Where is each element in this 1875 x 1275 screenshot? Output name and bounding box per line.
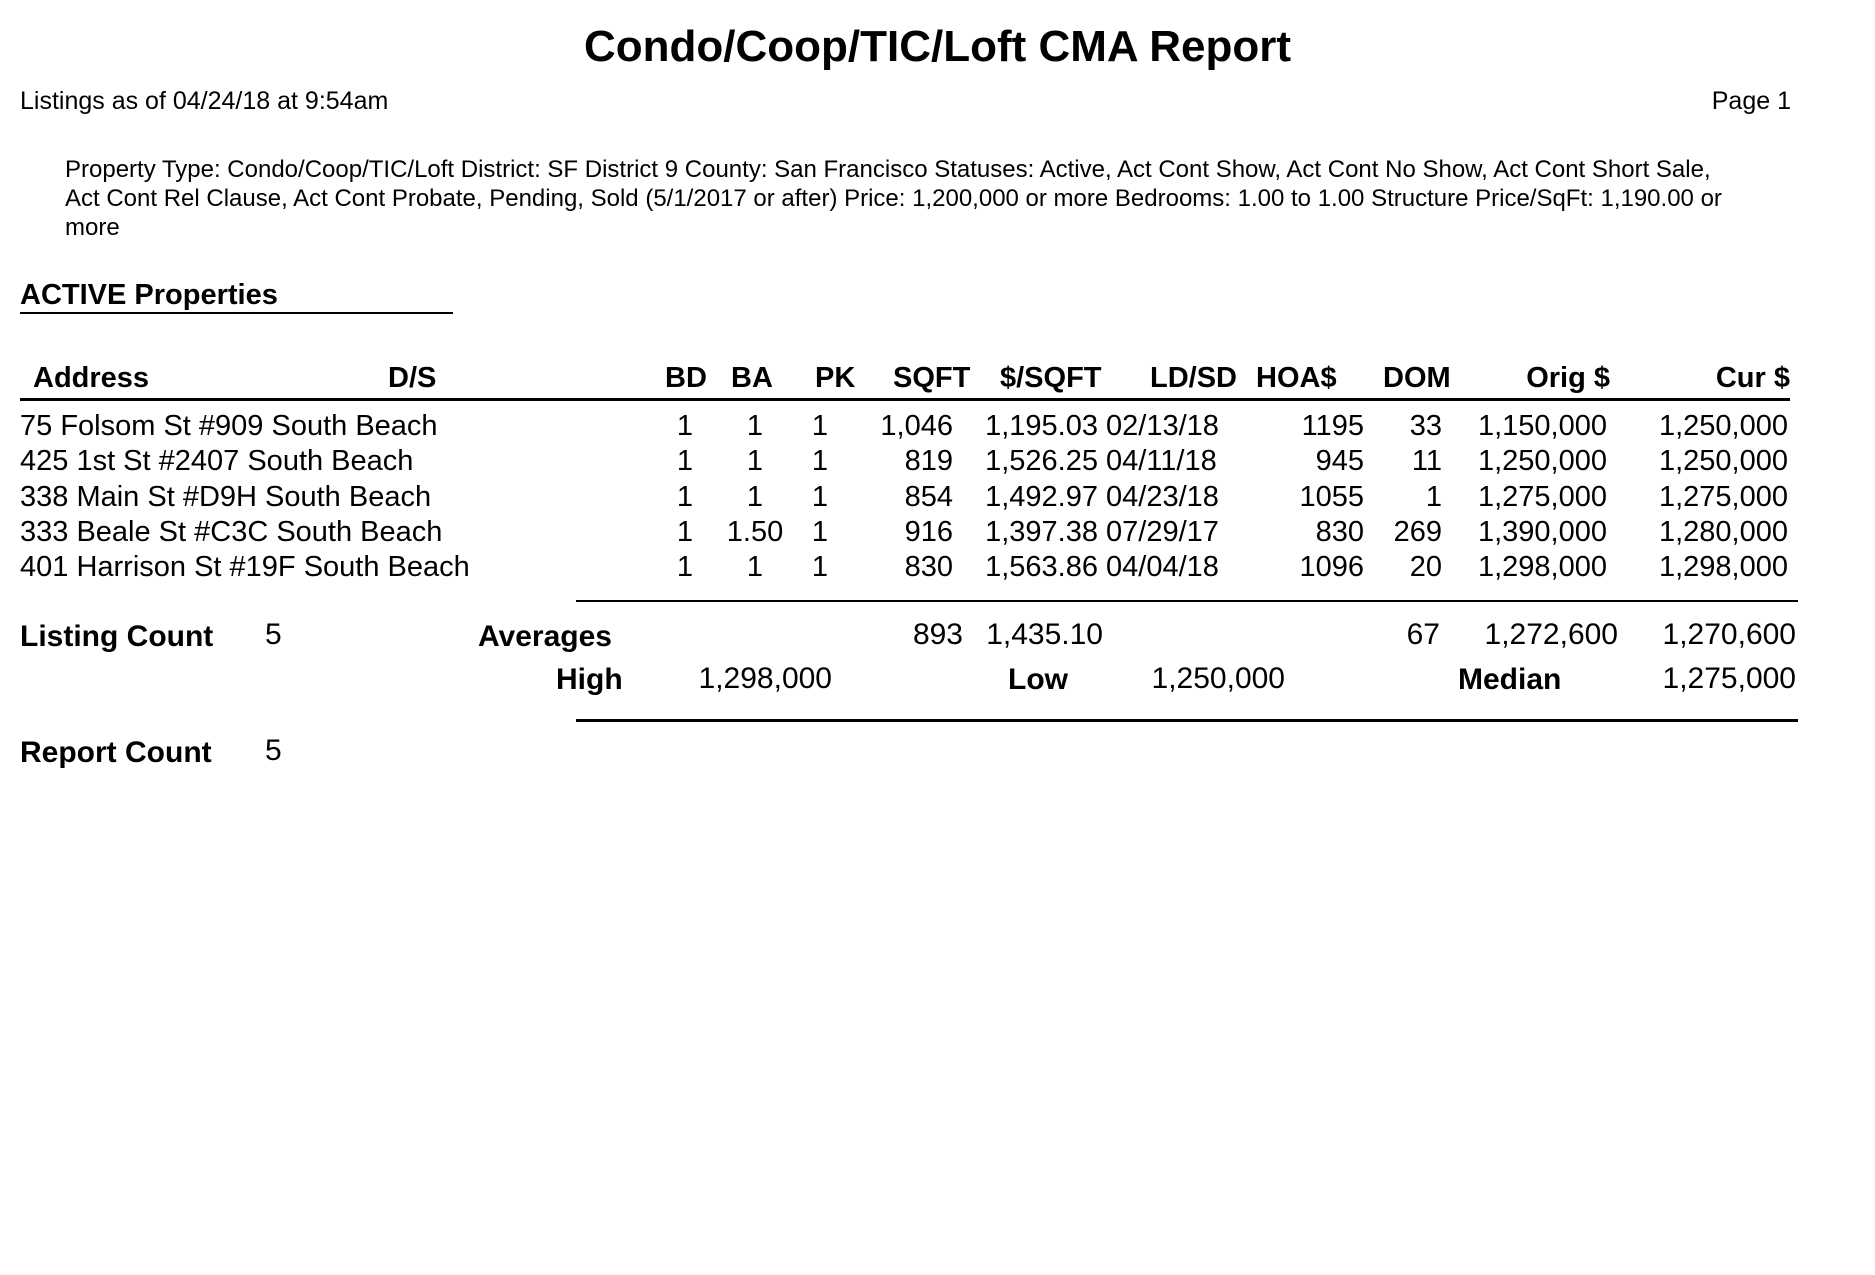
cell-cur: 1,280,000	[1658, 515, 1788, 548]
cell-pk: 1	[811, 551, 829, 584]
cell-ba: 1	[746, 445, 764, 478]
cell-ldsd: 07/29/17	[1106, 515, 1219, 548]
cell-address: 338 Main St #D9H South Beach	[20, 480, 432, 513]
cell-ldsd: 04/23/18	[1106, 480, 1219, 513]
col-ld-sd: LD/SD	[1150, 362, 1237, 394]
col-ds: D/S	[388, 362, 437, 394]
cell-ba: 1	[746, 480, 764, 513]
low-label: Low	[1008, 663, 1068, 696]
cell-address: 401 Harrison St #19F South Beach	[20, 551, 470, 584]
low-value: 1,250,000	[1151, 662, 1285, 695]
high-value: 1,298,000	[698, 662, 832, 695]
avg-price-per-sqft: 1,435.10	[986, 618, 1103, 651]
cell-cur: 1,250,000	[1658, 410, 1788, 442]
cell-pk: 1	[811, 445, 829, 478]
cell-dom: 1	[1425, 480, 1442, 513]
report-count-value: 5	[265, 734, 282, 767]
cell-dom: 33	[1409, 410, 1442, 442]
cell-bd: 1	[676, 480, 694, 513]
col-ba: BA	[731, 362, 773, 394]
cell-ldsd: 04/04/18	[1106, 551, 1219, 584]
cell-ba: 1	[746, 410, 764, 442]
listings-as-of: Listings as of 04/24/18 at 9:54am	[20, 87, 389, 115]
col-cur-price: Cur $	[1715, 362, 1790, 394]
cell-cur: 1,298,000	[1658, 551, 1788, 584]
report-title: Condo/Coop/TIC/Loft CMA Report	[583, 22, 1292, 71]
averages-label: Averages	[478, 620, 612, 653]
col-dom: DOM	[1383, 362, 1451, 394]
cell-ldsd: 02/13/18	[1106, 410, 1219, 442]
cell-ldsd: 04/11/18	[1106, 445, 1217, 478]
totals-rule	[576, 600, 1798, 602]
cell-sqft: 819	[904, 445, 953, 478]
col-pk: PK	[815, 362, 856, 394]
cell-ppsf: 1,195.03	[985, 410, 1098, 442]
section-underline	[20, 312, 453, 314]
cell-address: 333 Beale St #C3C South Beach	[20, 515, 443, 548]
cell-orig: 1,250,000	[1477, 445, 1607, 478]
median-label: Median	[1458, 663, 1562, 696]
avg-dom: 67	[1406, 618, 1440, 651]
avg-cur-price: 1,270,600	[1662, 618, 1796, 651]
cell-hoa: 945	[1315, 445, 1364, 478]
cell-orig: 1,275,000	[1477, 480, 1607, 513]
col-address: Address	[33, 362, 150, 394]
col-orig-price: Orig $	[1526, 362, 1610, 394]
avg-orig-price: 1,272,600	[1484, 618, 1618, 651]
cell-ppsf: 1,526.25	[985, 445, 1098, 478]
search-criteria: Property Type: Condo/Coop/TIC/Loft District: SF District 9 County: San Francisco Statuses: Active, Act Cont Show, Act Cont No Show, Act Cont Short Sale, Act Cont Rel Clause, Act Cont Probate, Pending, Sold (5/1/2017 or after) Price: 1,200,000 or more Bedrooms: 1.00 to 1.00 Structure Price/SqFt: 1,190.00 or more	[65, 156, 1722, 241]
cell-pk: 1	[811, 480, 829, 513]
cell-address: 75 Folsom St #909 South Beach	[20, 410, 438, 442]
cell-dom: 20	[1409, 551, 1442, 584]
high-label: High	[556, 663, 623, 696]
avg-sqft: 893	[912, 618, 963, 651]
cell-sqft: 854	[904, 480, 953, 513]
cell-ppsf: 1,563.86	[985, 551, 1098, 584]
cell-dom: 269	[1393, 515, 1442, 548]
cell-ba: 1.50	[726, 515, 784, 548]
cell-orig: 1,150,000	[1477, 410, 1607, 442]
cell-cur: 1,275,000	[1658, 480, 1788, 513]
listing-count-label: Listing Count	[20, 620, 214, 653]
col-sqft: SQFT	[893, 362, 971, 394]
cell-hoa: 830	[1315, 515, 1364, 548]
cell-cur: 1,250,000	[1658, 445, 1788, 478]
cell-pk: 1	[811, 515, 829, 548]
summary-rule	[576, 719, 1798, 722]
col-hoa: HOA$	[1256, 362, 1337, 394]
median-value: 1,275,000	[1662, 662, 1796, 695]
header-rule	[20, 398, 1790, 401]
cell-ba: 1	[746, 551, 764, 584]
cell-hoa: 1055	[1299, 480, 1364, 513]
cell-sqft: 916	[904, 515, 953, 548]
cell-address: 425 1st St #2407 South Beach	[20, 445, 414, 478]
cell-bd: 1	[676, 551, 694, 584]
cell-dom: 11	[1411, 445, 1442, 478]
cell-hoa: 1195	[1301, 410, 1364, 442]
cell-pk: 1	[811, 410, 829, 442]
cell-hoa: 1096	[1299, 551, 1364, 584]
cell-bd: 1	[676, 445, 694, 478]
section-title: ACTIVE Properties	[20, 279, 278, 311]
cell-ppsf: 1,397.38	[985, 515, 1098, 548]
cell-sqft: 1,046	[880, 410, 953, 442]
col-bd: BD	[665, 362, 707, 394]
cell-ppsf: 1,492.97	[985, 480, 1098, 513]
report-count-label: Report Count	[20, 736, 212, 769]
cell-orig: 1,390,000	[1477, 515, 1607, 548]
listing-count-value: 5	[265, 618, 282, 651]
cell-bd: 1	[676, 515, 694, 548]
page-number: Page 1	[1711, 87, 1791, 115]
cell-orig: 1,298,000	[1477, 551, 1607, 584]
cell-sqft: 830	[904, 551, 953, 584]
cell-bd: 1	[676, 410, 694, 442]
col-price-per-sqft: $/SQFT	[1000, 362, 1102, 394]
